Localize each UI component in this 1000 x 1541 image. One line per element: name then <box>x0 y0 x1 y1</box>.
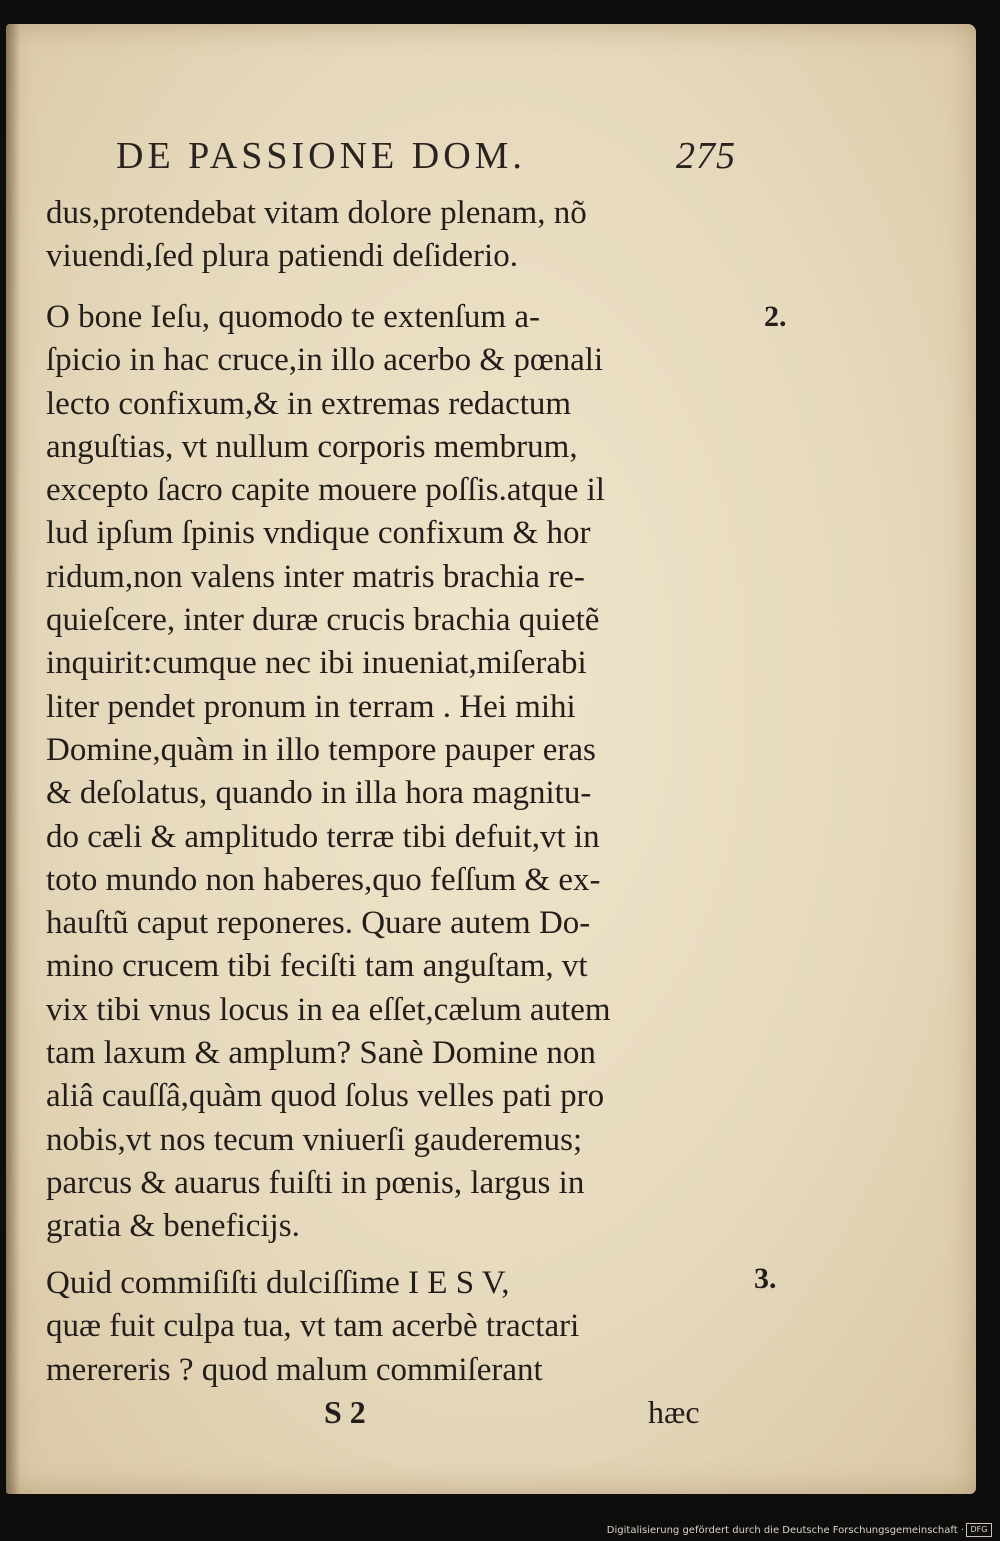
text-line: quieſcere, inter duræ crucis brachia quietẽ <box>46 602 600 639</box>
text-line: lud ipſum ſpinis vndique confixum & hor <box>46 515 591 552</box>
text-line: & deſolatus, quando in illa hora magnitu- <box>46 775 592 812</box>
running-head <box>116 134 736 182</box>
book-page <box>6 24 976 1494</box>
text-line: excepto ſacro capite mouere poſſis.atque il <box>46 472 605 509</box>
text-line: viuendi,ſed plura patiendi deſiderio. <box>46 238 518 275</box>
text-line: lecto confixum,& in extremas redactum <box>46 385 572 422</box>
paragraph-continued <box>46 192 726 279</box>
text-line: quæ fuit culpa tua, vt tam acerbè tractari <box>46 1308 580 1345</box>
digitization-credit: Digitalisierung gefördert durch die Deutsche Forschungsgemeinschaft · <box>606 1525 964 1536</box>
page-number: 275 <box>676 135 736 177</box>
page-gutter-shadow <box>6 24 20 1494</box>
text-line: dus,protendebat vitam dolore plenam, nõ <box>46 195 587 231</box>
text-line: merereris ? quod malum commiſerant <box>46 1351 543 1388</box>
text-line: Domine,quàm in illo tempore pauper eras <box>46 731 596 768</box>
text-line: liter pendet pronum in terram . Hei mihi <box>46 688 576 725</box>
text-line: ridum,non valens inter matris brachia re- <box>46 558 585 595</box>
text-line: mino crucem tibi feciſti tam anguſtam, vt <box>46 948 588 985</box>
paragraph-2 <box>46 296 726 1249</box>
text-line: hauſtũ caput reponeres. Quare autem Do- <box>46 905 591 942</box>
text-line: do cæli & amplitudo terræ tibi defuit,vt in <box>46 818 600 855</box>
paragraph-3 <box>46 1262 726 1392</box>
text-line: tam laxum & amplum? Sanè Domine non <box>46 1035 596 1072</box>
text-line: gratia & beneficijs. <box>46 1208 300 1245</box>
text-line: vix tibi vnus locus in ea eſſet,cælum autem <box>46 991 611 1028</box>
text-line: inquirit:cumque nec ibi inueniat,miſerabi <box>46 645 587 682</box>
margin-number-2: 2. <box>764 300 787 333</box>
text-line: parcus & auarus fuiſti in pœnis, largus in <box>46 1164 585 1201</box>
text-line: ſpicio in hac cruce,in illo acerbo & pœnali <box>46 342 604 379</box>
running-title: DE PASSIONE DOM. <box>116 135 526 177</box>
text-line: aliâ cauſſâ,quàm quod ſolus velles pati pro <box>46 1078 605 1115</box>
margin-number-3: 3. <box>754 1262 777 1295</box>
catchword: hæc <box>648 1394 700 1430</box>
text-line: toto mundo non haberes,quo feſſum & ex- <box>46 861 601 898</box>
text-line: Quid commiſiſti dulciſſime I E S V, <box>46 1265 510 1301</box>
text-line: anguſtias, vt nullum corporis membrum, <box>46 428 578 465</box>
dfg-logo: DFG <box>966 1523 992 1537</box>
text-line: O bone Ieſu, quomodo te extenſum a- <box>46 299 540 335</box>
signature-mark: S 2 <box>324 1394 366 1430</box>
text-line: nobis,vt nos tecum vniuerſi gauderemus; <box>46 1121 583 1158</box>
